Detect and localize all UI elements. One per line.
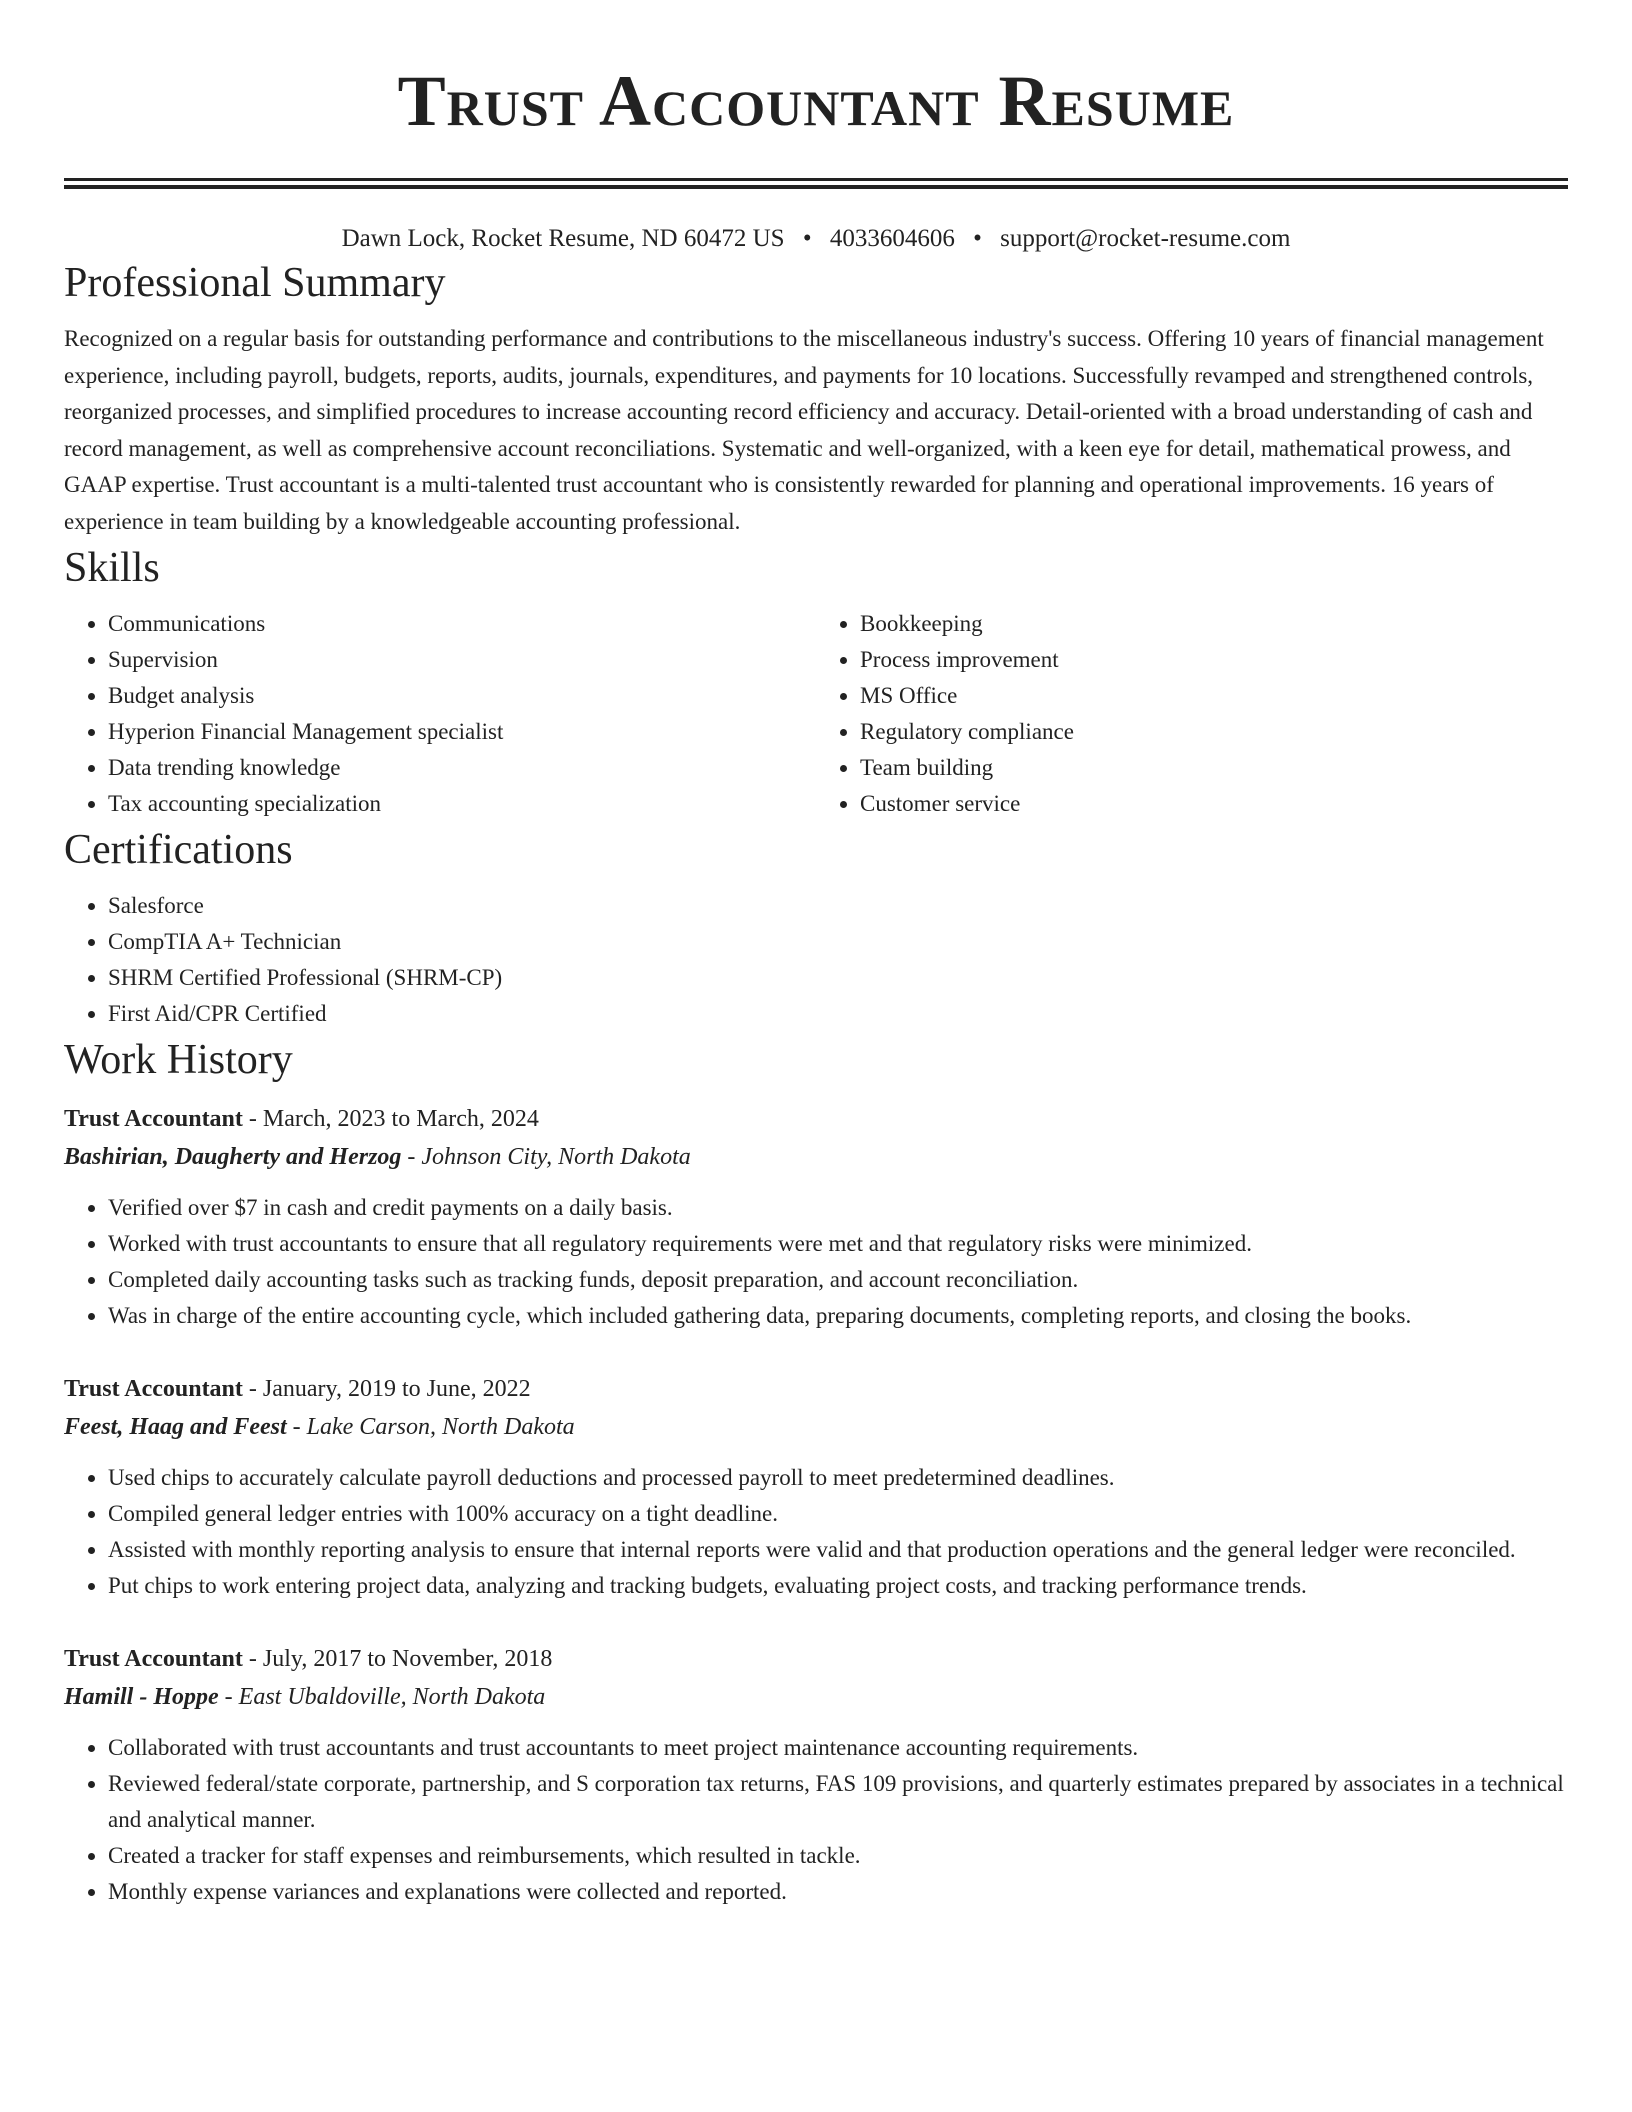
job-bullet: • Created a tracker for staff expenses and reimbursements, which resulted in tackle. [108,1838,1568,1874]
job-bullet: • Compiled general ledger entries with 100% accuracy on a tight deadline. [108,1496,1568,1532]
job-location: Johnson City, North Dakota [421,1144,691,1170]
job-location: East Ubaldoville, North Dakota [238,1684,546,1710]
job-bullet: • Assisted with monthly reporting analysis to ensure that internal reports were valid and that production operations and the general ledger were reconciled. [108,1532,1568,1568]
job-bullet: • Was in charge of the entire accounting cycle, which included gathering data, preparing documents, completing reports, and closing the books. [108,1298,1568,1334]
skill-item: • Customer service [860,786,1568,822]
job-bullet: • Collaborated with trust accountants and trust accountants to meet project maintenance accounting requirements. [108,1730,1568,1766]
job-entry [64,1370,1568,1604]
job-entry [64,1100,1568,1334]
job-bullet: • Worked with trust accountants to ensure that all regulatory requirements were met and that regulatory risks were minimized. [108,1226,1568,1262]
resume-page [64,0,1568,1910]
contact-address: Dawn Lock, Rocket Resume, ND 60472 US [341,225,785,252]
certification-item: • SHRM Certified Professional (SHRM-CP) [108,960,1568,996]
job-bullet: • Verified over $7 in cash and credit payments on a daily basis. [108,1190,1568,1226]
contact-email: support@rocket-resume.com [1000,225,1291,252]
job-bullet: • Monthly expense variances and explanations were collected and reported. [108,1874,1568,1910]
contact-phone: 4033604606 [829,225,955,252]
certification-item: • First Aid/CPR Certified [108,996,1568,1032]
skill-item: • Tax accounting specialization [108,786,816,822]
job-bullet: • Used chips to accurately calculate payroll deductions and processed payroll to meet predetermined deadlines. [108,1460,1568,1496]
job-company: Feest, Haag and Feest [64,1414,287,1440]
skill-item: • MS Office [860,678,1568,714]
job-company-line: Feest, Haag and Feest - Lake Carson, North Dakota [64,1414,575,1440]
skill-item: • Budget analysis [108,678,816,714]
job-company: Bashirian, Daugherty and Herzog [64,1144,402,1170]
job-title-line: Trust Accountant - January, 2019 to June, 2022 [64,1376,531,1402]
summary-heading: Professional Summary [64,260,446,306]
job-bullets [64,1190,1568,1334]
certifications-heading: Certifications [64,827,293,873]
skills-heading: Skills [64,545,160,591]
job-entry [64,1640,1568,1910]
job-bullet: • Completed daily accounting tasks such as tracking funds, deposit preparation, and account reconciliation. [108,1262,1568,1298]
resume-title: Trust Accountant Resume [397,61,1235,141]
skill-item: • Bookkeeping [860,606,1568,642]
summary-text: Recognized on a regular basis for outstanding performance and contributions to the miscellaneous industry's success. Offering 10 years of financial management experience, including payroll, budgets, reports, audits, journals, expenditures, and payments for 10 locations. Successfully revamped and strengthened controls, reorganized processes, and simplified procedures to increase accounting record efficiency and accuracy. Detail-oriented with a broad understanding of cash and record management, as well as comprehensive account reconciliations. Systematic and well-organized, with a keen eye for detail, mathematical prowess, and GAAP expertise. Trust accountant is a multi-talented trust accountant who is consistently rewarded for planning and operational improvements. 16 years of experience in team building by a knowledgeable accounting professional. [64,326,1544,534]
skill-item: • Data trending knowledge [108,750,816,786]
job-bullets [64,1460,1568,1604]
title-divider [64,178,1568,189]
job-dates: March, 2023 to March, 2024 [262,1106,539,1132]
job-location: Lake Carson, North Dakota [306,1414,575,1440]
job-company-line: Hamill - Hoppe - East Ubaldoville, North Dakota [64,1684,546,1710]
skill-item: • Communications [108,606,816,642]
skill-item: • Process improvement [860,642,1568,678]
job-dates: July, 2017 to November, 2018 [262,1646,553,1672]
skill-item: • Supervision [108,642,816,678]
contact-line [64,223,1568,255]
job-dates: January, 2019 to June, 2022 [262,1376,531,1402]
skill-item: • Team building [860,750,1568,786]
job-title: Trust Accountant [64,1376,243,1402]
job-title: Trust Accountant [64,1106,243,1132]
work-history-heading: Work History [64,1037,293,1083]
job-bullets [64,1730,1568,1910]
skills-list [64,606,1568,822]
job-title: Trust Accountant [64,1646,243,1672]
skills-column-left [64,606,816,822]
skill-item: • Regulatory compliance [860,714,1568,750]
certifications-list [64,888,1568,1032]
job-bullet: • Put chips to work entering project data, analyzing and tracking budgets, evaluating project costs, and tracking performance trends. [108,1568,1568,1604]
job-company-line: Bashirian, Daugherty and Herzog - Johnson City, North Dakota [64,1144,691,1170]
certification-item: • Salesforce [108,888,1568,924]
job-company: Hamill - Hoppe [64,1684,219,1710]
skills-column-right [816,606,1568,822]
job-title-line: Trust Accountant - March, 2023 to March, 2024 [64,1106,539,1132]
certification-item: • CompTIA A+ Technician [108,924,1568,960]
job-bullet: • Reviewed federal/state corporate, partnership, and S corporation tax returns, FAS 109 provisions, and quarterly estimates prepared by associates in a technical and analytical manner. [108,1766,1568,1838]
job-title-line: Trust Accountant - July, 2017 to November, 2018 [64,1646,553,1672]
skill-item: • Hyperion Financial Management specialist [108,714,816,750]
contact-separator: • [802,225,812,252]
contact-separator: • [973,225,982,252]
